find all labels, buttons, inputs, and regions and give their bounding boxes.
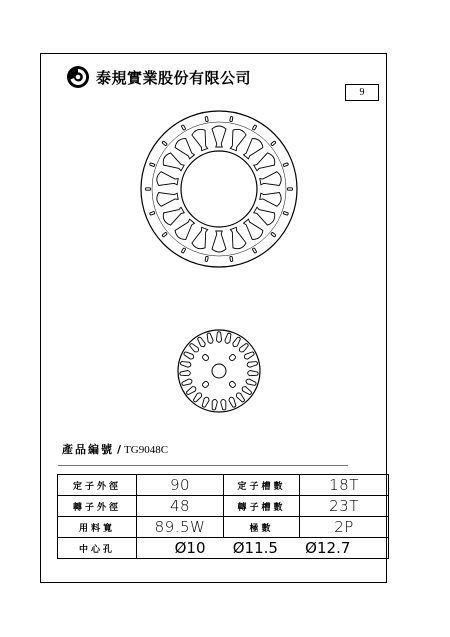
poles-label: 極數 bbox=[224, 517, 300, 538]
rotor-slot bbox=[192, 392, 203, 403]
stator-slot bbox=[227, 226, 247, 251]
stator-slot bbox=[212, 231, 226, 252]
stator-notch bbox=[146, 188, 151, 190]
rotor-slot bbox=[206, 333, 214, 345]
stator-bore bbox=[181, 151, 257, 227]
rotor-vent-hole bbox=[229, 354, 237, 362]
stator-slot bbox=[241, 217, 265, 242]
center-hole-option: Ø10 bbox=[174, 539, 206, 557]
stator-slot bbox=[191, 226, 211, 251]
stator-notch bbox=[162, 141, 167, 146]
stator-notch bbox=[162, 232, 167, 237]
stator-slot bbox=[173, 217, 197, 242]
stator-lamination bbox=[141, 111, 297, 267]
rotor-slot bbox=[185, 385, 197, 395]
stator-notch bbox=[271, 232, 276, 237]
stator-od-label: 定子外徑 bbox=[58, 475, 137, 496]
rotor-slot bbox=[232, 336, 242, 348]
spec-row bbox=[58, 538, 389, 559]
product-number-separator: / bbox=[117, 443, 122, 456]
stator-notch bbox=[230, 256, 233, 261]
spec-row bbox=[58, 496, 389, 517]
poles-value: 2P bbox=[300, 517, 389, 538]
rotor-slot bbox=[245, 378, 257, 386]
rotor-slot bbox=[196, 336, 206, 348]
stator-slot bbox=[156, 171, 179, 188]
rotor-slots-value: 23T bbox=[300, 496, 389, 517]
rotor-slot bbox=[243, 351, 255, 360]
center-hole-label: 中心孔 bbox=[58, 538, 137, 559]
stator-slot bbox=[173, 136, 197, 161]
center-hole-option: Ø12.7 bbox=[305, 539, 351, 557]
stator-notch bbox=[283, 211, 289, 215]
material-width-label: 用料寬 bbox=[58, 517, 137, 538]
stator-notch bbox=[288, 188, 293, 190]
stator-notch bbox=[252, 248, 257, 254]
stator-notch bbox=[205, 256, 208, 261]
stator-notch bbox=[181, 125, 186, 131]
center-hole-option: Ø11.5 bbox=[232, 539, 278, 557]
stator-slot bbox=[259, 189, 282, 206]
stator-notch bbox=[205, 116, 208, 121]
rotor-slot bbox=[181, 378, 193, 386]
rotor-slot bbox=[238, 342, 249, 353]
product-number-label: 產品編號 bbox=[62, 443, 114, 456]
rotor-od-label: 轉子外徑 bbox=[58, 496, 137, 517]
rotor-slot bbox=[220, 399, 227, 410]
rotor-slot bbox=[241, 385, 253, 395]
stator-slot bbox=[241, 136, 265, 161]
stator-notch bbox=[271, 141, 276, 146]
stator-slot bbox=[161, 151, 186, 174]
company-name: 泰規實業股份有限公司 bbox=[96, 68, 252, 87]
spec-row bbox=[58, 475, 389, 496]
page-number: 9 bbox=[345, 84, 379, 101]
rotor-shaft-hole bbox=[212, 364, 226, 378]
rotor-slot bbox=[180, 370, 191, 376]
divider bbox=[58, 465, 348, 466]
stator-slot bbox=[259, 171, 282, 188]
stator-slot bbox=[227, 127, 247, 152]
stator-slot bbox=[252, 204, 277, 227]
rotor-slot bbox=[211, 399, 218, 410]
stator-outer-edge bbox=[141, 111, 297, 267]
stator-od-value: 90 bbox=[137, 475, 224, 496]
stator-notch bbox=[283, 163, 289, 167]
rotor-vent-hole bbox=[202, 381, 210, 389]
stator-slot bbox=[212, 126, 226, 147]
rotor-slot bbox=[228, 396, 237, 408]
rotor-slots-label: 轉子槽數 bbox=[224, 496, 300, 517]
rotor-vent-hole bbox=[229, 381, 237, 389]
rotor-slot bbox=[235, 392, 246, 403]
center-hole-values bbox=[137, 538, 389, 559]
rotor-slot bbox=[183, 351, 195, 360]
product-code: TG9048C bbox=[124, 444, 169, 456]
stator-notch bbox=[252, 125, 257, 131]
rotor-slot bbox=[189, 342, 200, 353]
stator-slot bbox=[161, 204, 186, 227]
rotor-slot bbox=[216, 332, 221, 343]
stator-back-iron-line bbox=[152, 122, 286, 256]
rotor-od-value: 48 bbox=[137, 496, 224, 517]
stator-slot bbox=[252, 151, 277, 174]
rotor-slot bbox=[248, 370, 259, 376]
stator-slots-value: 18T bbox=[300, 475, 389, 496]
rotor-slot bbox=[247, 360, 258, 367]
rotor-slot bbox=[224, 333, 232, 345]
rotor-slot bbox=[201, 396, 210, 408]
stator-notch bbox=[150, 163, 156, 167]
product-number-line bbox=[62, 441, 168, 457]
stator-slot bbox=[156, 189, 179, 206]
rotor-vent-hole bbox=[202, 354, 210, 362]
spec-table bbox=[57, 474, 389, 559]
stator-slots-label: 定子槽數 bbox=[224, 475, 300, 496]
stator-notch bbox=[230, 116, 233, 121]
material-width-value: 89.5W bbox=[137, 517, 224, 538]
rotor-lamination bbox=[178, 330, 260, 412]
stator-slot bbox=[191, 127, 211, 152]
spec-row bbox=[58, 517, 389, 538]
stator-notch bbox=[181, 248, 186, 254]
stator-notch bbox=[150, 211, 156, 215]
rotor-slot bbox=[180, 360, 191, 367]
